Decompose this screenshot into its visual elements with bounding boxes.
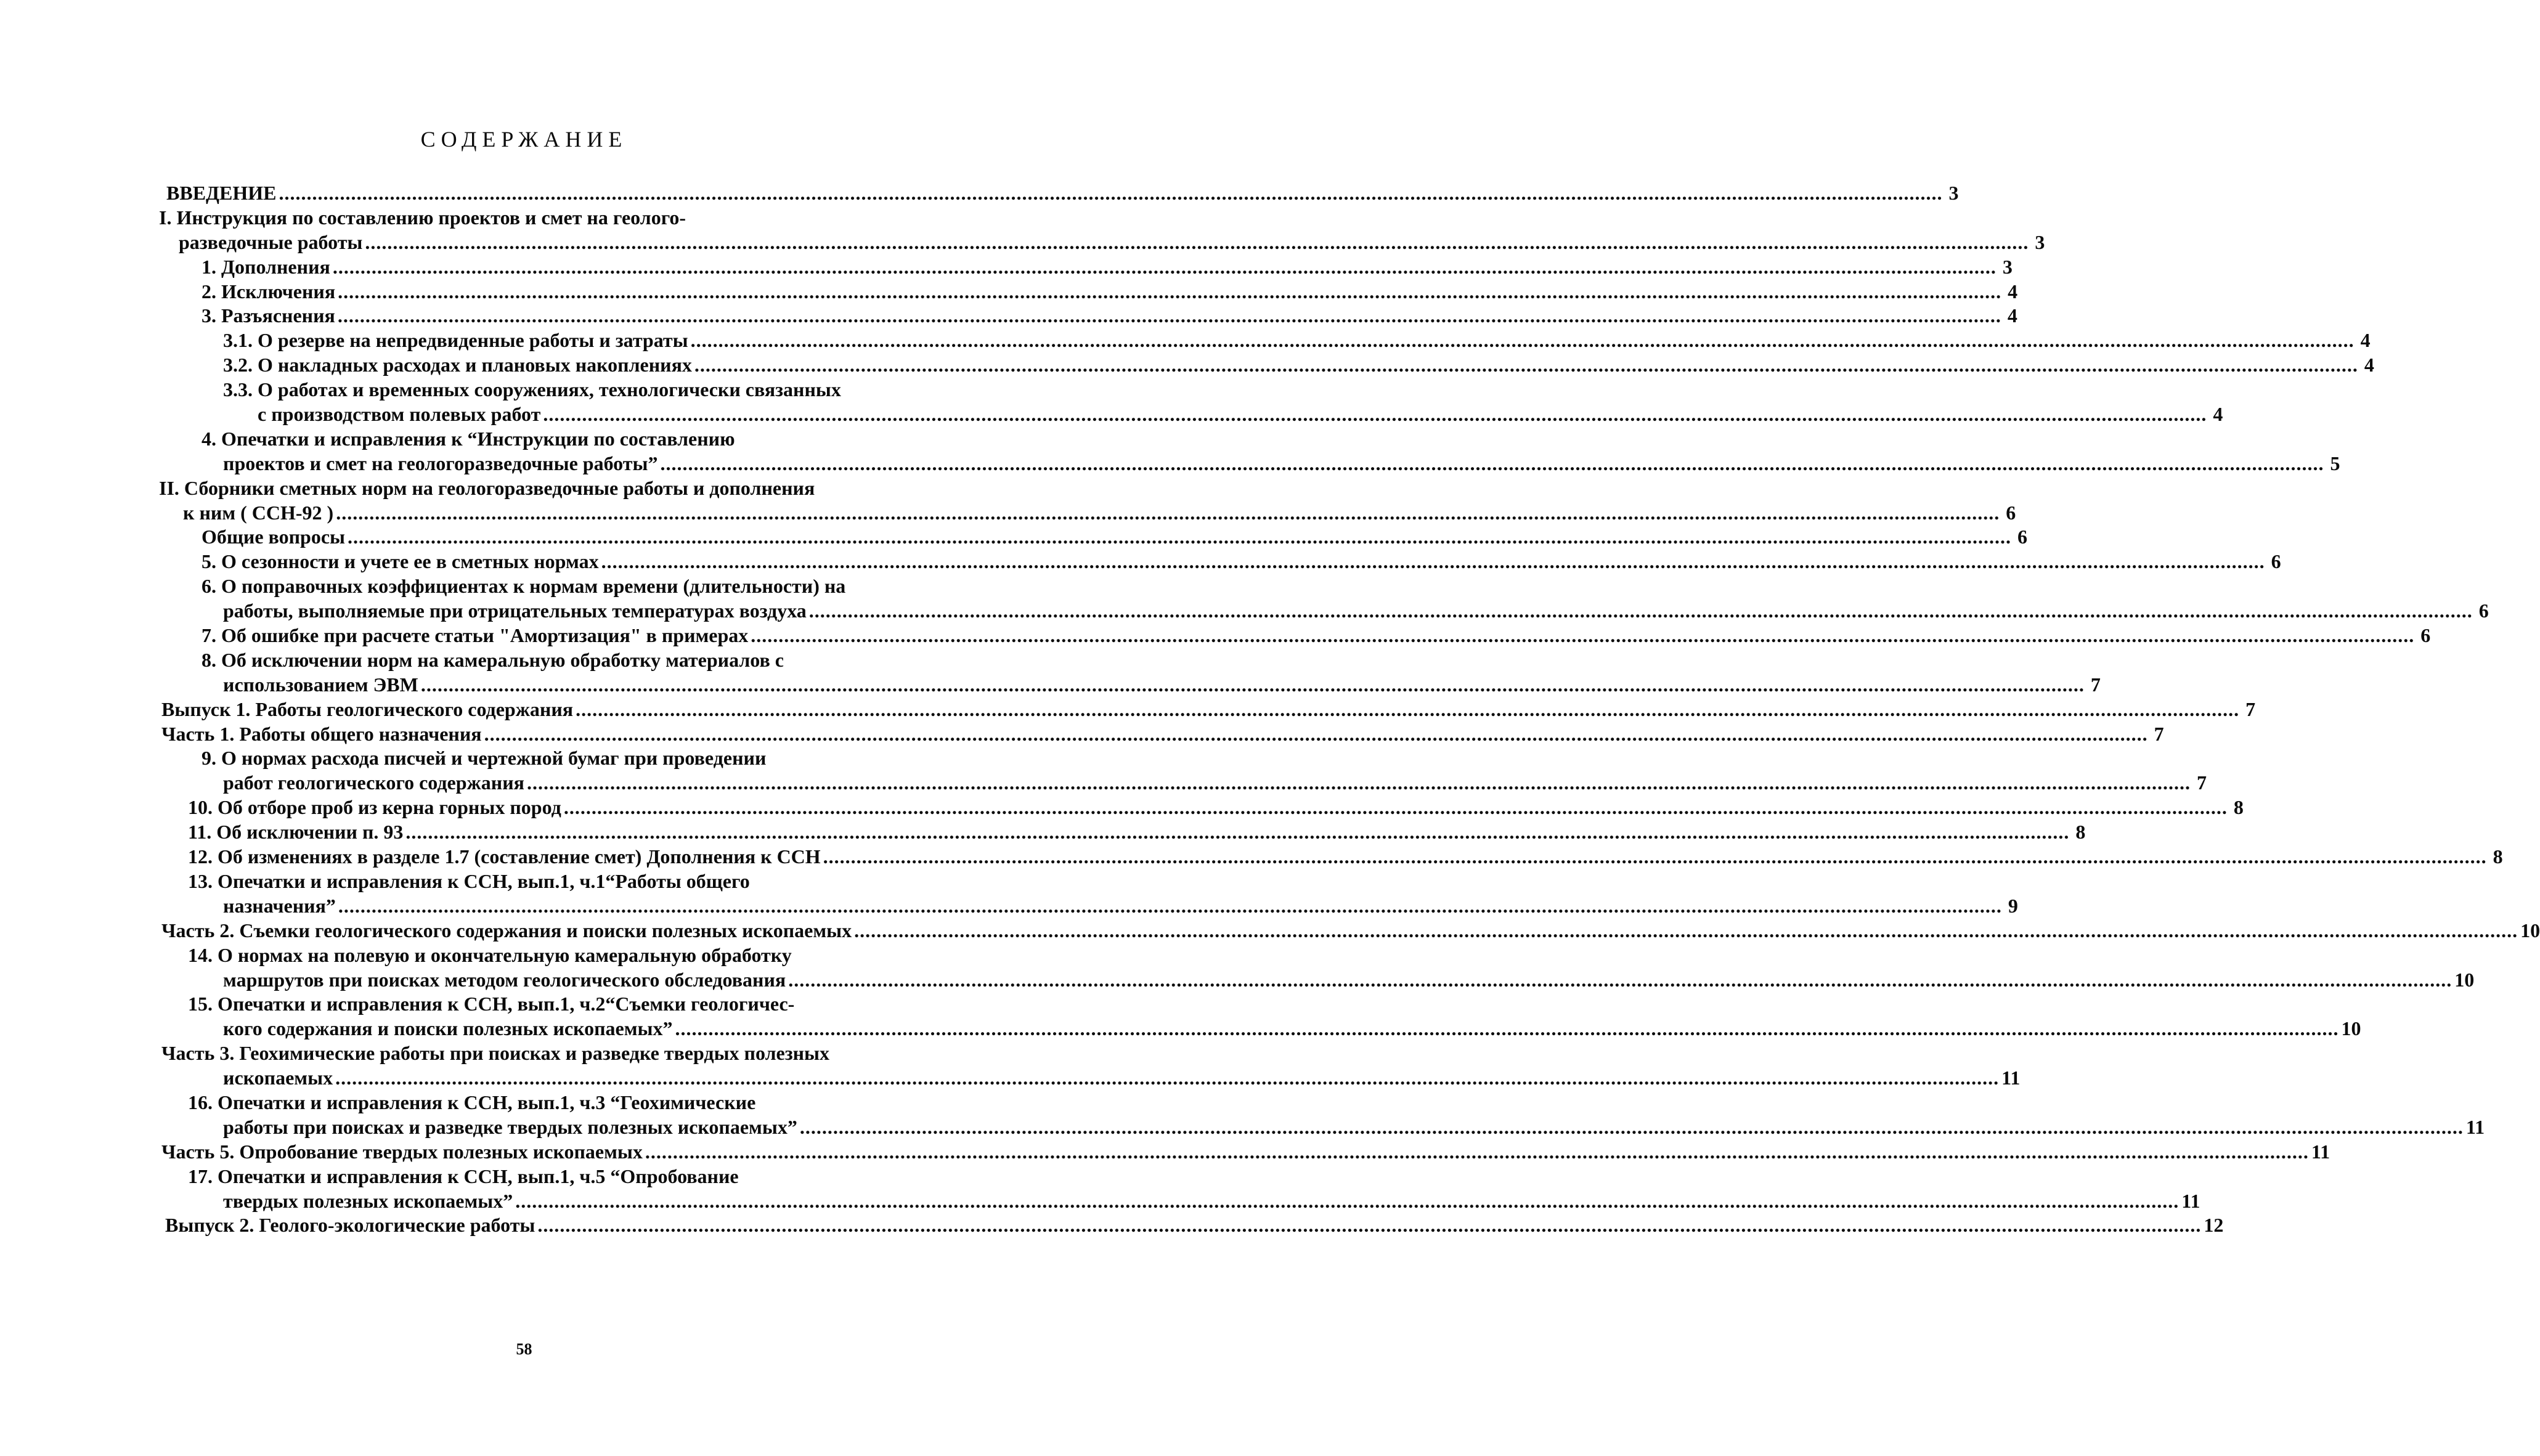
- toc-entry: [0, 452, 2340, 476]
- toc-entry: [0, 820, 2086, 845]
- toc-dot-leader: ............................................................................................................................................................................................................................................................................................................: [332, 255, 1997, 278]
- toc-entry: [0, 869, 1048, 894]
- toc-entry-title: 9. О нормах расхода писчей и чертежной бумаг при проведении: [201, 747, 767, 770]
- toc-entry-page: 4: [2008, 280, 2018, 303]
- toc-entry-page: 10: [2520, 919, 2540, 942]
- toc-entry-title: работ геологического содержания: [223, 771, 524, 794]
- toc-entry-title: 16. Опечатки и исправления к ССН, вып.1, ч.3 “Геохимические: [188, 1091, 756, 1113]
- toc-entry-title: 3.1. О резерве на непредвиденные работы и затраты: [223, 329, 688, 352]
- toc-entry-page: 11: [2001, 1067, 2021, 1089]
- toc-entry-page: 7: [2090, 673, 2101, 696]
- toc-entry-title: 1. Дополнения: [201, 255, 330, 278]
- toc-entry-title: назначения”: [223, 894, 336, 917]
- toc-entry: [0, 476, 1048, 501]
- toc-entry-page: 6: [2006, 501, 2016, 524]
- toc-dot-leader: ............................................................................................................................................................................................................................................................................................................: [788, 968, 2452, 991]
- toc-entry: [0, 845, 2503, 869]
- toc-dot-leader: ............................................................................................................................................................................................................................................................................................................: [751, 624, 2415, 647]
- toc-entry: [0, 1066, 2021, 1091]
- toc-dot-leader: ............................................................................................................................................................................................................................................................................................................: [515, 1189, 2180, 1212]
- toc-entry-title: Выпуск 1. Работы геологического содержания: [161, 697, 574, 720]
- toc-entry-title: 3.3. О работах и временных сооружениях, технологически связанных: [223, 378, 841, 401]
- toc-entry-page: 8: [2233, 796, 2244, 819]
- toc-dot-leader: ............................................................................................................................................................................................................................................................................................................: [420, 673, 2085, 696]
- toc-entry: [0, 1041, 1048, 1066]
- toc-dot-leader: ............................................................................................................................................................................................................................................................................................................: [808, 600, 2473, 622]
- toc-entry-title: 3. Разъяснения: [201, 304, 335, 327]
- toc-entry-title: 10. Об отборе проб из керна горных пород: [188, 796, 561, 819]
- toc-entry-page: 7: [2196, 771, 2207, 794]
- toc-entry: [0, 230, 2045, 255]
- toc-entry: [0, 1140, 2330, 1165]
- toc-entry-page: 4: [2007, 304, 2017, 327]
- toc-entry: [0, 1189, 2200, 1214]
- toc-entry-title: 4. Опечатки и исправления к “Инструкции по составлению: [201, 427, 735, 450]
- page-number: 58: [516, 1340, 532, 1358]
- toc-entry-page: 10: [2341, 1017, 2361, 1040]
- toc-entry: [0, 501, 2016, 526]
- toc-entry-title: Общие вопросы: [201, 526, 346, 548]
- toc-dot-leader: ............................................................................................................................................................................................................................................................................................................: [335, 1067, 2000, 1089]
- toc-entry-title: работы, выполняемые при отрицательных температурах воздуха: [223, 600, 807, 622]
- toc-entry-title: Часть 1. Работы общего назначения: [161, 722, 482, 745]
- toc-entry: [0, 550, 2281, 574]
- toc-entry-page: 9: [2008, 894, 2018, 917]
- toc-entry: [0, 673, 2101, 697]
- toc-dot-leader: ............................................................................................................................................................................................................................................................................................................: [576, 697, 2240, 720]
- toc-entry-page: 6: [2271, 550, 2281, 573]
- toc-dot-leader: ............................................................................................................................................................................................................................................................................................................: [336, 501, 2000, 524]
- toc-entry-title: Часть 5. Опробование твердых полезных ископаемых: [161, 1140, 643, 1163]
- toc-dot-leader: ............................................................................................................................................................................................................................................................................................................: [405, 821, 2070, 844]
- toc-dot-leader: ............................................................................................................................................................................................................................................................................................................: [563, 796, 2228, 819]
- toc-dot-leader: ............................................................................................................................................................................................................................................................................................................: [823, 845, 2487, 868]
- toc-entry-page: 6: [2478, 600, 2489, 622]
- toc-dot-leader: ............................................................................................................................................................................................................................................................................................................: [484, 722, 2148, 745]
- toc-entry-title: с производством полевых работ: [258, 403, 541, 426]
- toc-entry-title: 6. О поправочных коэффициентах к нормам времени (длительности) на: [201, 575, 846, 598]
- page-title: СОДЕРЖАНИЕ: [420, 127, 628, 152]
- toc-entry-title: Часть 2. Съемки геологического содержания и поиски полезных ископаемых: [161, 919, 852, 942]
- toc-entry-title: 14. О нормах на полевую и окончательную камеральную обработку: [188, 943, 792, 966]
- toc-entry: [0, 378, 1048, 402]
- toc-entry: [0, 1165, 1048, 1189]
- toc-entry-page: 7: [2154, 722, 2164, 745]
- toc-entry-page: 3: [1948, 182, 1959, 204]
- toc-entry-title: 17. Опечатки и исправления к ССН, вып.1, ч.5 “Опробование: [188, 1165, 739, 1187]
- toc-entry-page: 10: [2454, 968, 2475, 991]
- toc-entry-title: 13. Опечатки и исправления к ССН, вып.1, ч.1“Работы общего: [188, 869, 750, 892]
- toc-entry: [0, 795, 2244, 820]
- toc-entry-title: I. Инструкция по составлению проектов и смет на геолого-: [159, 206, 686, 229]
- toc-entry: [0, 206, 1048, 230]
- toc-entry-title: ископаемых: [223, 1067, 333, 1089]
- toc-dot-leader: ............................................................................................................................................................................................................................................................................................................: [645, 1140, 2309, 1163]
- toc-entry: [0, 328, 2371, 353]
- toc-entry-page: 4: [2360, 329, 2371, 352]
- toc-dot-leader: ............................................................................................................................................................................................................................................................................................................: [854, 919, 2518, 942]
- toc-entry-title: проектов и смет на геологоразведочные работы”: [223, 452, 658, 474]
- toc-entry-title: 7. Об ошибке при расчете статьи "Амортизация" в примерах: [201, 624, 749, 647]
- toc-entry: [0, 1017, 2361, 1041]
- toc-entry-page: 7: [2245, 697, 2256, 720]
- toc-entry: [0, 353, 2374, 378]
- toc-dot-leader: ............................................................................................................................................................................................................................................................................................................: [365, 230, 2029, 253]
- toc-dot-leader: ............................................................................................................................................................................................................................................................................................................: [690, 329, 2355, 352]
- toc-entry: [0, 771, 2207, 795]
- toc-entry-title: II. Сборники сметных норм на геологоразведочные работы и дополнения: [159, 476, 815, 499]
- toc-entry-title: Часть 3. Геохимические работы при поисках и разведке твердых полезных: [161, 1042, 829, 1065]
- toc-entry: [0, 280, 2018, 304]
- toc-entry-title: разведочные работы: [179, 230, 363, 253]
- toc-entry: [0, 746, 1048, 771]
- toc-entry: [0, 943, 1048, 968]
- toc-dot-leader: ............................................................................................................................................................................................................................................................................................................: [348, 526, 2012, 548]
- toc-entry: [0, 992, 1048, 1017]
- toc-dot-leader: ............................................................................................................................................................................................................................................................................................................: [337, 304, 2001, 327]
- toc-entry-page: 6: [2017, 526, 2028, 548]
- toc-entry-page: 11: [2181, 1189, 2200, 1212]
- toc-entry: [0, 304, 2017, 328]
- toc-entry-title: твердых полезных ископаемых”: [223, 1189, 513, 1212]
- toc-dot-leader: ............................................................................................................................................................................................................................................................................................................: [543, 403, 2207, 426]
- toc-dot-leader: ............................................................................................................................................................................................................................................................................................................: [537, 1214, 2202, 1237]
- toc-entry-title: 12. Об изменениях в разделе 1.7 (составление смет) Дополнения к ССН: [188, 845, 821, 868]
- toc-entry: [0, 181, 1959, 206]
- toc-dot-leader: ............................................................................................................................................................................................................................................................................................................: [338, 894, 2002, 917]
- toc-dot-leader: ............................................................................................................................................................................................................................................................................................................: [694, 354, 2358, 376]
- toc-dot-leader: ............................................................................................................................................................................................................................................................................................................: [675, 1017, 2339, 1040]
- toc-entry-page: 5: [2330, 452, 2340, 474]
- toc-entry: [0, 722, 2164, 747]
- toc-entry-page: 12: [2204, 1214, 2224, 1237]
- toc-entry-page: 6: [2420, 624, 2431, 647]
- toc-entry-title: 15. Опечатки и исправления к ССН, вып.1, ч.2“Съемки геологичес-: [188, 993, 795, 1015]
- toc-entry-title: маршрутов при поисках методом геологического обследования: [223, 968, 786, 991]
- table-of-contents: [0, 181, 2540, 1238]
- toc-entry-title: 5. О сезонности и учете ее в сметных нормах: [201, 550, 599, 573]
- toc-entry: [0, 402, 2223, 427]
- toc-entry-page: 3: [2002, 255, 2013, 278]
- toc-entry-title: 11. Об исключении п. 93: [188, 821, 404, 844]
- toc-entry: [0, 599, 2489, 624]
- toc-entry: [0, 1213, 2224, 1238]
- toc-dot-leader: ............................................................................................................................................................................................................................................................................................................: [601, 550, 2265, 573]
- toc-entry: [0, 255, 2013, 280]
- toc-entry: [0, 525, 2028, 550]
- toc-entry-title: использованием ЭВМ: [223, 673, 418, 696]
- toc-entry: [0, 624, 2431, 648]
- toc-dot-leader: ............................................................................................................................................................................................................................................................................................................: [526, 771, 2191, 794]
- toc-entry-title: Выпуск 2. Геолого-экологические работы: [165, 1214, 535, 1237]
- toc-dot-leader: ............................................................................................................................................................................................................................................................................................................: [279, 182, 1943, 204]
- toc-dot-leader: ............................................................................................................................................................................................................................................................................................................: [660, 452, 2324, 474]
- toc-entry-title: 3.2. О накладных расходах и плановых накоплениях: [223, 354, 692, 376]
- toc-entry: [0, 894, 2018, 919]
- toc-entry: [0, 648, 1048, 673]
- toc-entry-page: 3: [2035, 230, 2045, 253]
- toc-entry: [0, 1115, 2485, 1140]
- toc-entry: [0, 697, 2256, 722]
- toc-entry: [0, 574, 1048, 599]
- toc-entry-page: 11: [2465, 1115, 2485, 1138]
- toc-entry-page: 8: [2493, 845, 2503, 868]
- toc-entry-title: кого содержания и поиски полезных ископаемых”: [223, 1017, 673, 1040]
- toc-entry: [0, 968, 2475, 993]
- toc-dot-leader: ............................................................................................................................................................................................................................................................................................................: [799, 1115, 2464, 1138]
- toc-entry-title: работы при поисках и разведке твердых полезных ископаемых”: [223, 1115, 797, 1138]
- toc-entry-page: 11: [2311, 1140, 2330, 1163]
- toc-entry: [0, 919, 2540, 943]
- toc-entry-title: к ним ( ССН-92 ): [183, 501, 334, 524]
- toc-entry-title: ВВЕДЕНИЕ: [166, 182, 277, 204]
- toc-entry-page: 4: [2213, 403, 2223, 426]
- toc-entry: [0, 1091, 1048, 1115]
- toc-entry-title: 8. Об исключении норм на камеральную обработку материалов с: [201, 648, 784, 671]
- toc-entry: [0, 427, 1048, 452]
- toc-dot-leader: ............................................................................................................................................................................................................................................................................................................: [338, 280, 2002, 303]
- toc-entry-title: 2. Исключения: [201, 280, 336, 303]
- toc-entry-page: 8: [2075, 821, 2086, 844]
- toc-entry-page: 4: [2364, 354, 2374, 376]
